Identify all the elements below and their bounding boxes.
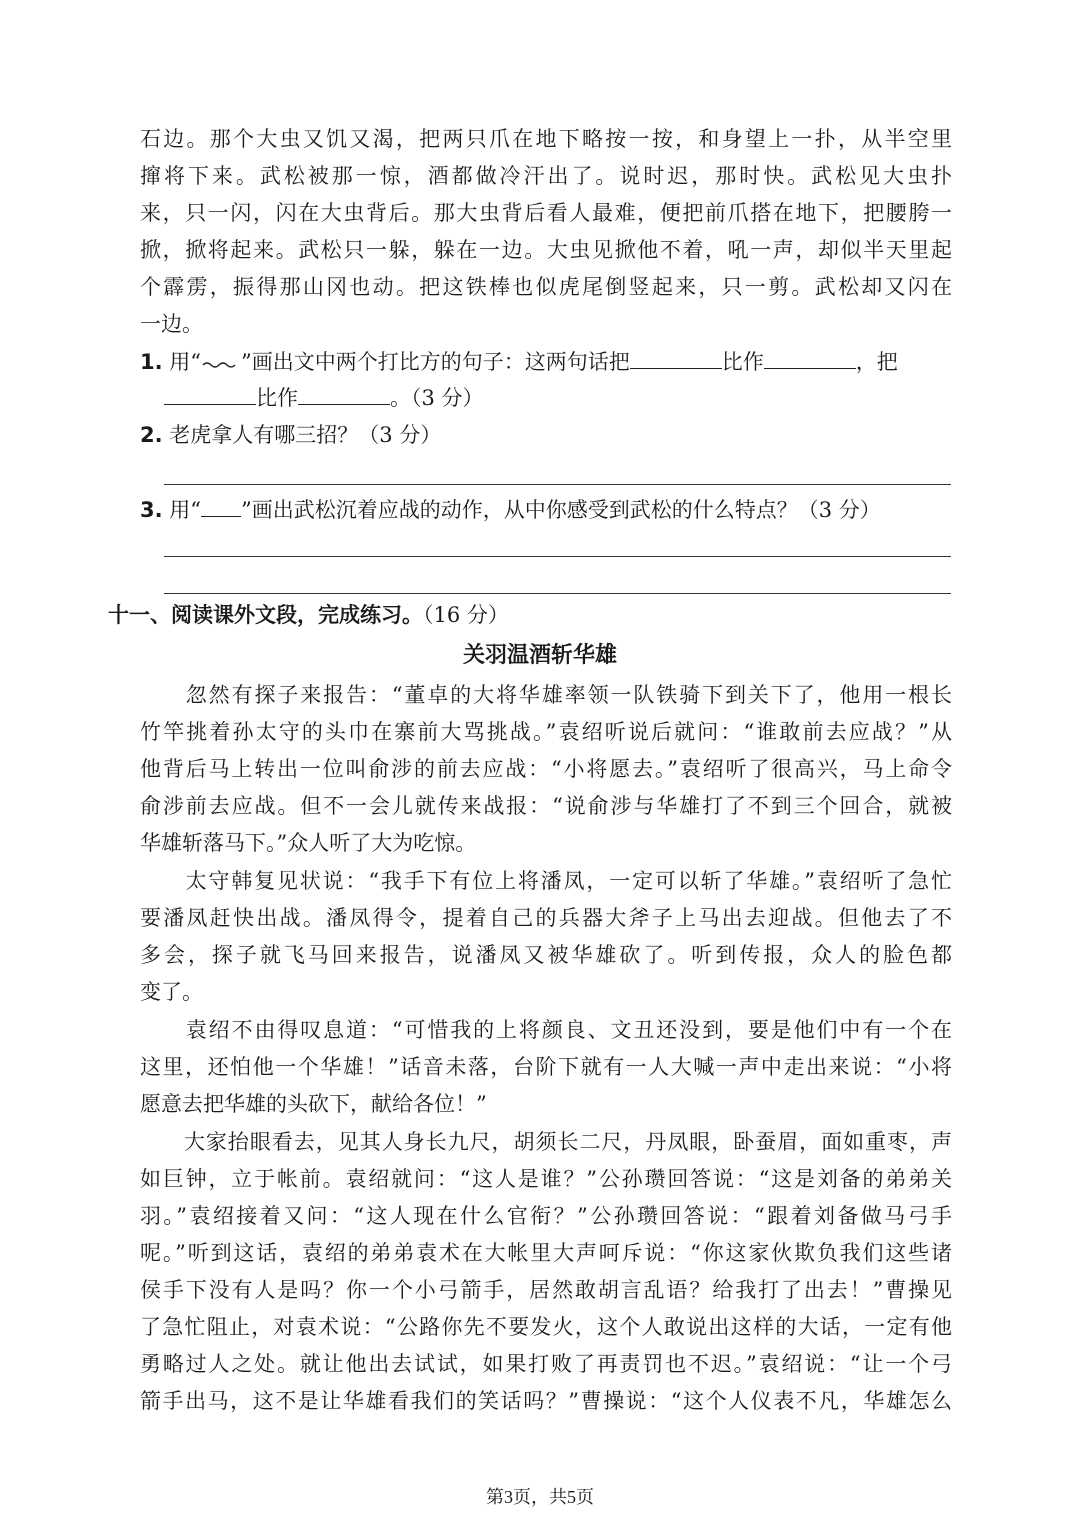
question-1-cont: 比作 。（3 分） [164, 382, 484, 413]
answer-blank[interactable] [764, 346, 856, 369]
passage-2-line: 这里，还怕他一个华雄！”话音未落，台阶下就有一人大喊一声中走出来说：“小将 [140, 1055, 952, 1079]
passage-2-line: 袁绍不由得叹息道：“可惜我的上将颜良、文丑还没到，要是他们中有一个在 [140, 1018, 952, 1042]
question-3-number: 3. [140, 498, 163, 522]
wavy-underline-mark [201, 347, 241, 369]
passage-2-line: 太守韩复见状说：“我手下有位上将潘凤，一定可以斩了华雄。”袁绍听了急忙 [140, 869, 952, 893]
page-footer: 第3页，共5页 [486, 1487, 594, 1507]
passage-1-line: 来，只一闪，闪在大虫背后。那大虫背后看人最难，便把前爪搭在地下，把腰胯一 [140, 201, 952, 225]
passage-2-line: 箭手出马，这不是让华雄看我们的笑话吗？”曹操说：“这个人仪表不凡，华雄怎么 [140, 1389, 952, 1413]
passage-2-line: 侯手下没有人是吗？你一个小弓箭手，居然敢胡言乱语？给我打了出去！”曹操见 [140, 1278, 952, 1302]
passage-1-line: 石边。那个大虫又饥又渴，把两只爪在地下略按一按，和身望上一扑，从半空里 [140, 127, 952, 151]
passage-2-line: 华雄斩落马下。”众人听了大为吃惊。 [140, 831, 477, 855]
passage-2-line: 羽。”袁绍接着又问：“这人现在什么官衔？”公孙瓒回答说：“跟着刘备做马弓手 [140, 1204, 952, 1228]
passage-2-line: 愿意去把华雄的头砍下，献给各位！” [140, 1092, 487, 1116]
passage-2-line: 勇略过人之处。就让他出去试试，如果打败了再责罚也不迟。”袁绍说：“让一个弓 [140, 1352, 952, 1376]
passage-1-line: 撺将下来。武松被那一惊，酒都做冷汗出了。说时迟，那时快。武松见大虫扑 [140, 164, 952, 188]
question-2-number: 2. [140, 423, 163, 447]
section-heading: 十一、阅读课外文段，完成练习。（16 分） [108, 602, 509, 627]
passage-2-line: 要潘凤赶快出战。潘凤得令，提着自己的兵器大斧子上马出去迎战。但他去了不 [140, 906, 952, 930]
passage-2-line: 竹竿挑着孙太守的头巾在寨前大骂挑战。”袁绍听说后就问：“谁敢前去应战？”从 [140, 720, 952, 744]
passage-1-line: 一边。 [140, 312, 203, 336]
passage-2-line: 如巨钟，立于帐前。袁绍就问：“这人是谁？”公孙瓒回答说：“这是刘备的弟弟关 [140, 1167, 952, 1191]
straight-underline-mark [201, 494, 241, 517]
passage-2-line: 他背后马上转出一位叫俞涉的前去应战：“小将愿去。”袁绍听了很高兴，马上命令 [140, 757, 952, 781]
passage-2-line: 了急忙阻止，对袁术说：“公路你先不要发火，这个人敢说出这样的大话，一定有他 [140, 1315, 952, 1339]
question-2: 2. 老虎拿人有哪三招？（3 分） [140, 423, 442, 447]
passage-1-line: 掀，掀将起来。武松只一躲，躲在一边。大虫见掀他不着，吼一声，却似半天里起 [140, 238, 952, 262]
answer-blank[interactable] [630, 346, 722, 369]
passage-2-line: 呢。”听到这话，袁绍的弟弟袁术在大帐里大声呵斥说：“你这家伙欺负我们这些诸 [140, 1241, 952, 1265]
answer-line[interactable] [164, 484, 951, 485]
passage-2-line: 变了。 [140, 980, 203, 1004]
passage-2-line: 俞涉前去应战。但不一会儿就传来战报：“说俞涉与华雄打了不到三个回合，就被 [140, 794, 952, 818]
passage-title: 关羽温酒斩华雄 [462, 642, 617, 668]
answer-blank[interactable] [298, 382, 390, 405]
passage-2-line: 大家抬眼看去，见其人身长九尺，胡须长二尺，丹凤眼，卧蚕眉，面如重枣，声 [140, 1130, 952, 1154]
answer-line[interactable] [164, 593, 951, 594]
question-3: 3. 用“ ”画出武松沉着应战的动作，从中你感受到武松的什么特点？（3 分） [140, 494, 881, 525]
question-1: 1. 用“ ”画出文中两个打比方的句子：这两句话把 比作 ，把 [140, 346, 898, 377]
answer-line[interactable] [164, 556, 951, 557]
passage-1-line: 个霹雳，振得那山冈也动。把这铁棒也似虎尾倒竖起来，只一剪。武松却又闪在 [140, 275, 952, 299]
answer-blank[interactable] [164, 382, 256, 405]
passage-2-line: 忽然有探子来报告：“董卓的大将华雄率领一队铁骑下到关下了，他用一根长 [140, 683, 952, 707]
question-1-number: 1. [140, 350, 163, 374]
passage-2-line: 多会，探子就飞马回来报告，说潘凤又被华雄砍了。听到传报，众人的脸色都 [140, 943, 952, 967]
